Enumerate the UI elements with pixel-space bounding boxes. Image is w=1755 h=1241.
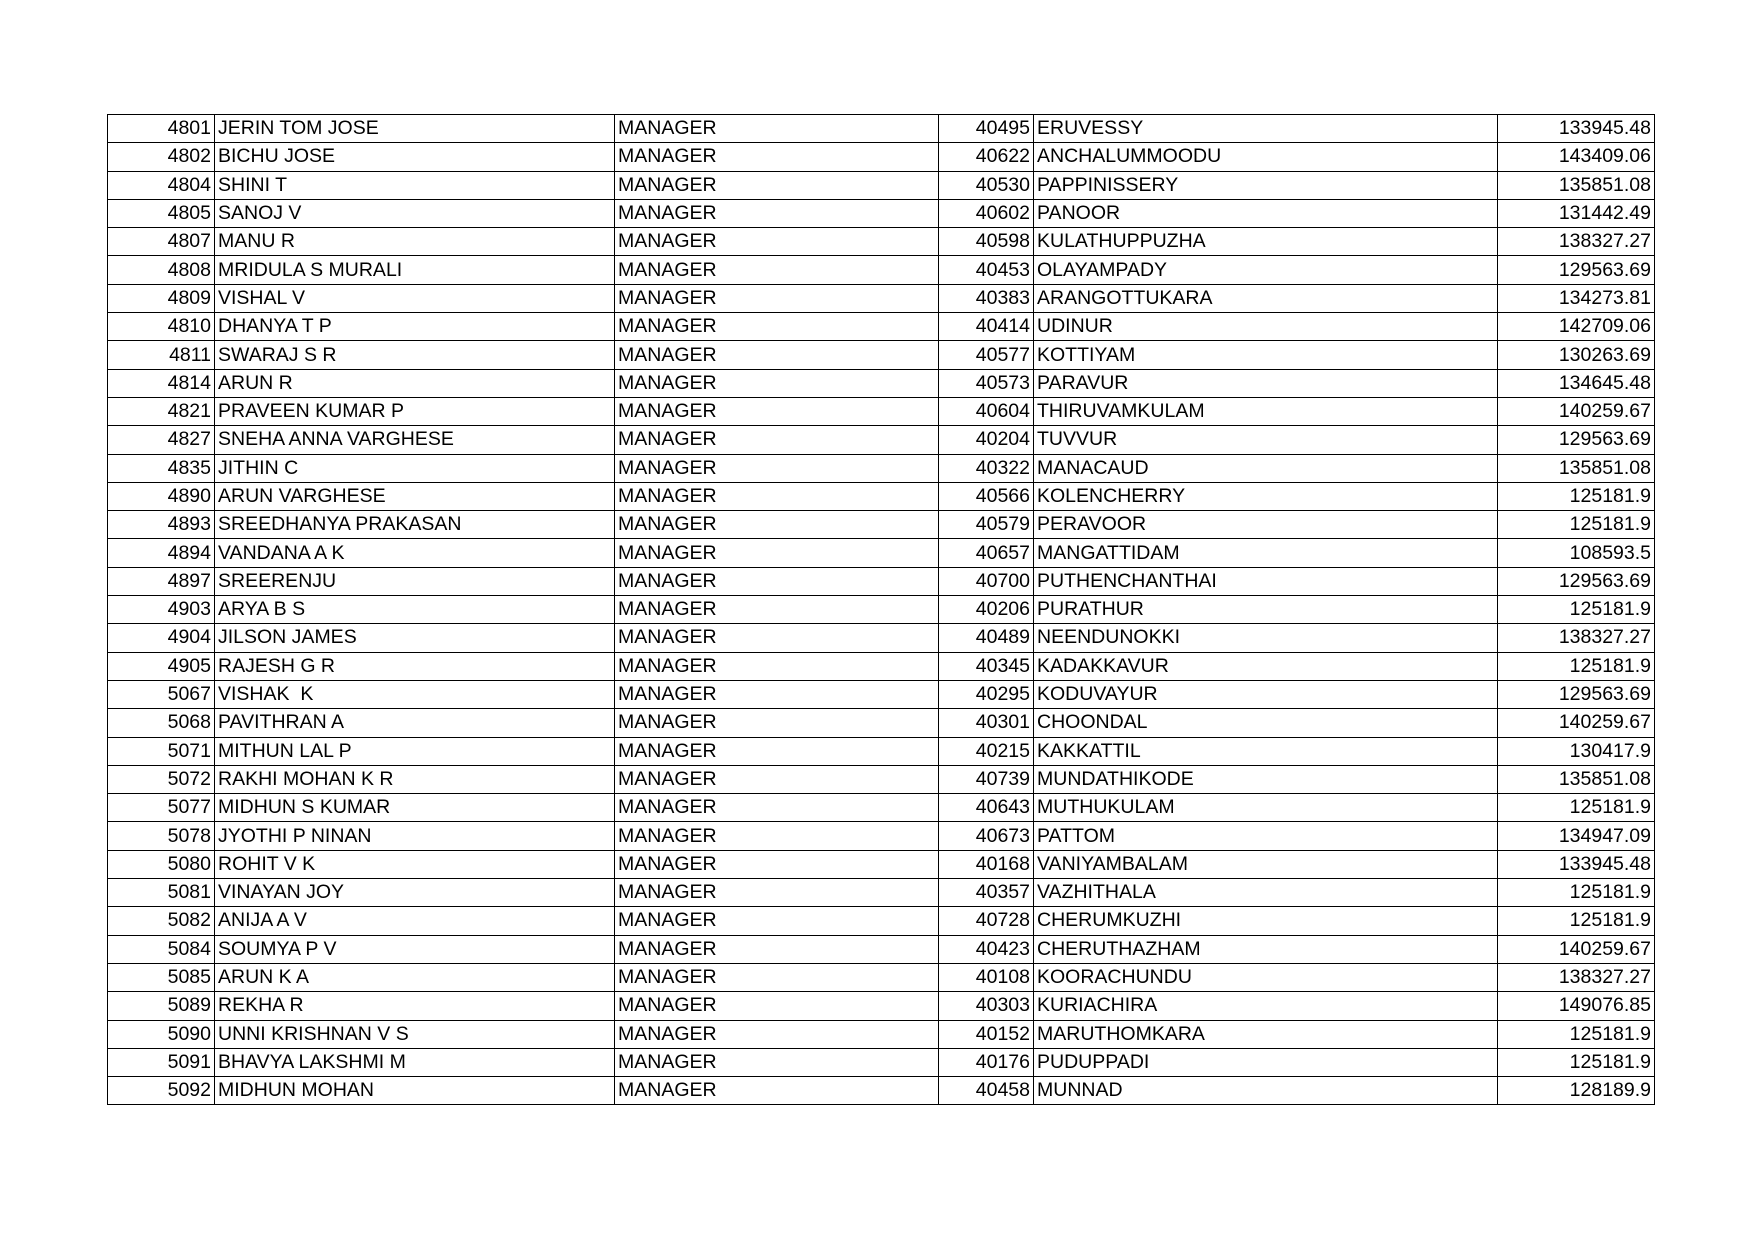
branch-name-cell: KOTTIYAM [1034, 341, 1498, 369]
employee-id-cell: 4904 [108, 624, 215, 652]
employee-id-cell: 5082 [108, 907, 215, 935]
branch-name-cell: CHERUMKUZHI [1034, 907, 1498, 935]
amount-cell: 149076.85 [1498, 992, 1655, 1020]
amount-cell: 140259.67 [1498, 397, 1655, 425]
employee-id-cell: 4890 [108, 482, 215, 510]
table-row [108, 539, 1655, 567]
amount-cell: 125181.9 [1498, 596, 1655, 624]
employee-name-cell: SANOJ V [215, 199, 615, 227]
employee-name-cell: UNNI KRISHNAN V S [215, 1020, 615, 1048]
employee-id-cell: 4814 [108, 369, 215, 397]
employee-id-cell: 5090 [108, 1020, 215, 1048]
branch-name-cell: KAKKATTIL [1034, 737, 1498, 765]
table-row [108, 426, 1655, 454]
branch-name-cell: PUDUPPADI [1034, 1048, 1498, 1076]
designation-cell: MANAGER [615, 143, 939, 171]
employee-id-cell: 5091 [108, 1048, 215, 1076]
branch-code-cell: 40152 [939, 1020, 1034, 1048]
branch-code-cell: 40622 [939, 143, 1034, 171]
branch-name-cell: MUTHUKULAM [1034, 794, 1498, 822]
table-row [108, 313, 1655, 341]
branch-code-cell: 40598 [939, 228, 1034, 256]
table-row [108, 935, 1655, 963]
branch-name-cell: NEENDUNOKKI [1034, 624, 1498, 652]
branch-code-cell: 40453 [939, 256, 1034, 284]
employee-name-cell: SNEHA ANNA VARGHESE [215, 426, 615, 454]
employee-name-cell: VISHAK K [215, 680, 615, 708]
employee-id-cell: 5067 [108, 680, 215, 708]
branch-name-cell: KADAKKAVUR [1034, 652, 1498, 680]
amount-cell: 129563.69 [1498, 256, 1655, 284]
table-row [108, 369, 1655, 397]
designation-cell: MANAGER [615, 850, 939, 878]
branch-code-cell: 40345 [939, 652, 1034, 680]
designation-cell: MANAGER [615, 596, 939, 624]
designation-cell: MANAGER [615, 907, 939, 935]
employee-id-cell: 4805 [108, 199, 215, 227]
amount-cell: 129563.69 [1498, 680, 1655, 708]
branch-name-cell: KOLENCHERRY [1034, 482, 1498, 510]
branch-code-cell: 40657 [939, 539, 1034, 567]
employee-id-cell: 5077 [108, 794, 215, 822]
branch-code-cell: 40206 [939, 596, 1034, 624]
table-row [108, 256, 1655, 284]
table-row [108, 341, 1655, 369]
branch-code-cell: 40728 [939, 907, 1034, 935]
table-row [108, 652, 1655, 680]
designation-cell: MANAGER [615, 652, 939, 680]
amount-cell: 134645.48 [1498, 369, 1655, 397]
employee-name-cell: ROHIT V K [215, 850, 615, 878]
branch-name-cell: KOORACHUNDU [1034, 963, 1498, 991]
branch-name-cell: MANACAUD [1034, 454, 1498, 482]
amount-cell: 131442.49 [1498, 199, 1655, 227]
branch-name-cell: VANIYAMBALAM [1034, 850, 1498, 878]
table-row [108, 765, 1655, 793]
employee-name-cell: PRAVEEN KUMAR P [215, 397, 615, 425]
table-row [108, 709, 1655, 737]
employee-name-cell: VINAYAN JOY [215, 879, 615, 907]
branch-name-cell: PARAVUR [1034, 369, 1498, 397]
employee-name-cell: SREERENJU [215, 567, 615, 595]
amount-cell: 140259.67 [1498, 709, 1655, 737]
employee-name-cell: SREEDHANYA PRAKASAN [215, 511, 615, 539]
designation-cell: MANAGER [615, 1048, 939, 1076]
amount-cell: 125181.9 [1498, 482, 1655, 510]
designation-cell: MANAGER [615, 511, 939, 539]
branch-name-cell: PURATHUR [1034, 596, 1498, 624]
branch-name-cell: PERAVOOR [1034, 511, 1498, 539]
table-row [108, 454, 1655, 482]
designation-cell: MANAGER [615, 765, 939, 793]
table-row [108, 879, 1655, 907]
employee-name-cell: BICHU JOSE [215, 143, 615, 171]
branch-name-cell: PATTOM [1034, 822, 1498, 850]
employee-id-cell: 4893 [108, 511, 215, 539]
employee-name-cell: JILSON JAMES [215, 624, 615, 652]
designation-cell: MANAGER [615, 454, 939, 482]
branch-code-cell: 40573 [939, 369, 1034, 397]
branch-code-cell: 40414 [939, 313, 1034, 341]
table-row [108, 1077, 1655, 1105]
employee-id-cell: 4808 [108, 256, 215, 284]
employee-name-cell: RAJESH G R [215, 652, 615, 680]
branch-code-cell: 40322 [939, 454, 1034, 482]
table-row [108, 567, 1655, 595]
employee-id-cell: 5092 [108, 1077, 215, 1105]
designation-cell: MANAGER [615, 228, 939, 256]
employee-id-cell: 4821 [108, 397, 215, 425]
table-row [108, 963, 1655, 991]
amount-cell: 133945.48 [1498, 115, 1655, 143]
designation-cell: MANAGER [615, 482, 939, 510]
branch-code-cell: 40489 [939, 624, 1034, 652]
employee-id-cell: 5080 [108, 850, 215, 878]
employee-name-cell: JITHIN C [215, 454, 615, 482]
employee-name-cell: JYOTHI P NINAN [215, 822, 615, 850]
table-row [108, 850, 1655, 878]
employee-name-cell: ARYA B S [215, 596, 615, 624]
branch-name-cell: ANCHALUMMOODU [1034, 143, 1498, 171]
amount-cell: 129563.69 [1498, 426, 1655, 454]
amount-cell: 135851.08 [1498, 454, 1655, 482]
employee-name-cell: REKHA R [215, 992, 615, 1020]
branch-code-cell: 40458 [939, 1077, 1034, 1105]
amount-cell: 125181.9 [1498, 794, 1655, 822]
employee-name-cell: ANIJA A V [215, 907, 615, 935]
amount-cell: 125181.9 [1498, 652, 1655, 680]
branch-code-cell: 40357 [939, 879, 1034, 907]
amount-cell: 142709.06 [1498, 313, 1655, 341]
branch-code-cell: 40566 [939, 482, 1034, 510]
employee-name-cell: SHINI T [215, 171, 615, 199]
employee-name-cell: ARUN VARGHESE [215, 482, 615, 510]
table-row [108, 199, 1655, 227]
branch-code-cell: 40602 [939, 199, 1034, 227]
branch-code-cell: 40215 [939, 737, 1034, 765]
table-row [108, 624, 1655, 652]
employee-id-cell: 4897 [108, 567, 215, 595]
table-row [108, 1020, 1655, 1048]
branch-name-cell: KURIACHIRA [1034, 992, 1498, 1020]
amount-cell: 135851.08 [1498, 765, 1655, 793]
designation-cell: MANAGER [615, 992, 939, 1020]
branch-code-cell: 40579 [939, 511, 1034, 539]
branch-code-cell: 40423 [939, 935, 1034, 963]
designation-cell: MANAGER [615, 397, 939, 425]
branch-name-cell: PAPPINISSERY [1034, 171, 1498, 199]
table-row [108, 511, 1655, 539]
branch-code-cell: 40108 [939, 963, 1034, 991]
table-row [108, 482, 1655, 510]
branch-code-cell: 40295 [939, 680, 1034, 708]
employee-id-cell: 4835 [108, 454, 215, 482]
branch-code-cell: 40495 [939, 115, 1034, 143]
employee-name-cell: SOUMYA P V [215, 935, 615, 963]
amount-cell: 143409.06 [1498, 143, 1655, 171]
table-row [108, 143, 1655, 171]
branch-name-cell: MANGATTIDAM [1034, 539, 1498, 567]
amount-cell: 128189.9 [1498, 1077, 1655, 1105]
branch-name-cell: TUVVUR [1034, 426, 1498, 454]
employee-name-cell: MRIDULA S MURALI [215, 256, 615, 284]
employee-id-cell: 4807 [108, 228, 215, 256]
employee-id-cell: 4802 [108, 143, 215, 171]
employee-name-cell: BHAVYA LAKSHMI M [215, 1048, 615, 1076]
employee-id-cell: 5089 [108, 992, 215, 1020]
amount-cell: 138327.27 [1498, 228, 1655, 256]
designation-cell: MANAGER [615, 794, 939, 822]
employee-id-cell: 5081 [108, 879, 215, 907]
designation-cell: MANAGER [615, 426, 939, 454]
employee-name-cell: RAKHI MOHAN K R [215, 765, 615, 793]
designation-cell: MANAGER [615, 115, 939, 143]
employee-name-cell: JERIN TOM JOSE [215, 115, 615, 143]
branch-code-cell: 40577 [939, 341, 1034, 369]
employee-id-cell: 4894 [108, 539, 215, 567]
amount-cell: 134947.09 [1498, 822, 1655, 850]
table-row [108, 115, 1655, 143]
branch-code-cell: 40643 [939, 794, 1034, 822]
branch-code-cell: 40739 [939, 765, 1034, 793]
branch-name-cell: ERUVESSY [1034, 115, 1498, 143]
branch-name-cell: OLAYAMPADY [1034, 256, 1498, 284]
employee-name-cell: MITHUN LAL P [215, 737, 615, 765]
branch-name-cell: UDINUR [1034, 313, 1498, 341]
employee-name-cell: MANU R [215, 228, 615, 256]
employee-id-cell: 4903 [108, 596, 215, 624]
designation-cell: MANAGER [615, 284, 939, 312]
employee-id-cell: 5085 [108, 963, 215, 991]
branch-code-cell: 40303 [939, 992, 1034, 1020]
employee-id-cell: 4905 [108, 652, 215, 680]
branch-name-cell: CHOONDAL [1034, 709, 1498, 737]
designation-cell: MANAGER [615, 369, 939, 397]
table-row [108, 907, 1655, 935]
table-row [108, 680, 1655, 708]
employee-id-cell: 4811 [108, 341, 215, 369]
branch-code-cell: 40530 [939, 171, 1034, 199]
employee-table-body [108, 115, 1655, 1105]
employee-name-cell: SWARAJ S R [215, 341, 615, 369]
designation-cell: MANAGER [615, 256, 939, 284]
designation-cell: MANAGER [615, 822, 939, 850]
employee-name-cell: DHANYA T P [215, 313, 615, 341]
branch-name-cell: KODUVAYUR [1034, 680, 1498, 708]
employee-table [107, 114, 1655, 1105]
branch-name-cell: THIRUVAMKULAM [1034, 397, 1498, 425]
branch-name-cell: CHERUTHAZHAM [1034, 935, 1498, 963]
table-row [108, 171, 1655, 199]
employee-id-cell: 4827 [108, 426, 215, 454]
table-row [108, 596, 1655, 624]
designation-cell: MANAGER [615, 680, 939, 708]
employee-id-cell: 5068 [108, 709, 215, 737]
table-row [108, 1048, 1655, 1076]
table-row [108, 228, 1655, 256]
amount-cell: 134273.81 [1498, 284, 1655, 312]
branch-code-cell: 40301 [939, 709, 1034, 737]
branch-code-cell: 40204 [939, 426, 1034, 454]
employee-name-cell: ARUN K A [215, 963, 615, 991]
amount-cell: 125181.9 [1498, 1048, 1655, 1076]
designation-cell: MANAGER [615, 963, 939, 991]
designation-cell: MANAGER [615, 341, 939, 369]
branch-code-cell: 40168 [939, 850, 1034, 878]
branch-name-cell: PANOOR [1034, 199, 1498, 227]
amount-cell: 135851.08 [1498, 171, 1655, 199]
branch-code-cell: 40176 [939, 1048, 1034, 1076]
table-row [108, 992, 1655, 1020]
branch-name-cell: KULATHUPPUZHA [1034, 228, 1498, 256]
branch-name-cell: MUNDATHIKODE [1034, 765, 1498, 793]
amount-cell: 125181.9 [1498, 1020, 1655, 1048]
designation-cell: MANAGER [615, 879, 939, 907]
branch-name-cell: VAZHITHALA [1034, 879, 1498, 907]
employee-name-cell: MIDHUN S KUMAR [215, 794, 615, 822]
employee-id-cell: 4810 [108, 313, 215, 341]
employee-id-cell: 5072 [108, 765, 215, 793]
designation-cell: MANAGER [615, 935, 939, 963]
amount-cell: 130263.69 [1498, 341, 1655, 369]
employee-id-cell: 4809 [108, 284, 215, 312]
employee-id-cell: 5084 [108, 935, 215, 963]
branch-name-cell: MARUTHOMKARA [1034, 1020, 1498, 1048]
amount-cell: 133945.48 [1498, 850, 1655, 878]
amount-cell: 125181.9 [1498, 907, 1655, 935]
employee-id-cell: 4804 [108, 171, 215, 199]
designation-cell: MANAGER [615, 1020, 939, 1048]
employee-id-cell: 4801 [108, 115, 215, 143]
designation-cell: MANAGER [615, 313, 939, 341]
branch-code-cell: 40673 [939, 822, 1034, 850]
designation-cell: MANAGER [615, 624, 939, 652]
table-row [108, 737, 1655, 765]
amount-cell: 129563.69 [1498, 567, 1655, 595]
branch-name-cell: PUTHENCHANTHAI [1034, 567, 1498, 595]
branch-code-cell: 40383 [939, 284, 1034, 312]
employee-id-cell: 5078 [108, 822, 215, 850]
designation-cell: MANAGER [615, 539, 939, 567]
amount-cell: 140259.67 [1498, 935, 1655, 963]
designation-cell: MANAGER [615, 171, 939, 199]
designation-cell: MANAGER [615, 737, 939, 765]
amount-cell: 125181.9 [1498, 879, 1655, 907]
employee-name-cell: PAVITHRAN A [215, 709, 615, 737]
amount-cell: 125181.9 [1498, 511, 1655, 539]
table-row [108, 794, 1655, 822]
employee-id-cell: 5071 [108, 737, 215, 765]
amount-cell: 138327.27 [1498, 624, 1655, 652]
branch-name-cell: ARANGOTTUKARA [1034, 284, 1498, 312]
designation-cell: MANAGER [615, 567, 939, 595]
designation-cell: MANAGER [615, 1077, 939, 1105]
table-row [108, 397, 1655, 425]
employee-name-cell: ARUN R [215, 369, 615, 397]
amount-cell: 108593.5 [1498, 539, 1655, 567]
amount-cell: 138327.27 [1498, 963, 1655, 991]
branch-code-cell: 40604 [939, 397, 1034, 425]
employee-name-cell: MIDHUN MOHAN [215, 1077, 615, 1105]
table-row [108, 822, 1655, 850]
designation-cell: MANAGER [615, 709, 939, 737]
employee-name-cell: VISHAL V [215, 284, 615, 312]
branch-name-cell: MUNNAD [1034, 1077, 1498, 1105]
employee-name-cell: VANDANA A K [215, 539, 615, 567]
amount-cell: 130417.9 [1498, 737, 1655, 765]
branch-code-cell: 40700 [939, 567, 1034, 595]
designation-cell: MANAGER [615, 199, 939, 227]
table-row [108, 284, 1655, 312]
